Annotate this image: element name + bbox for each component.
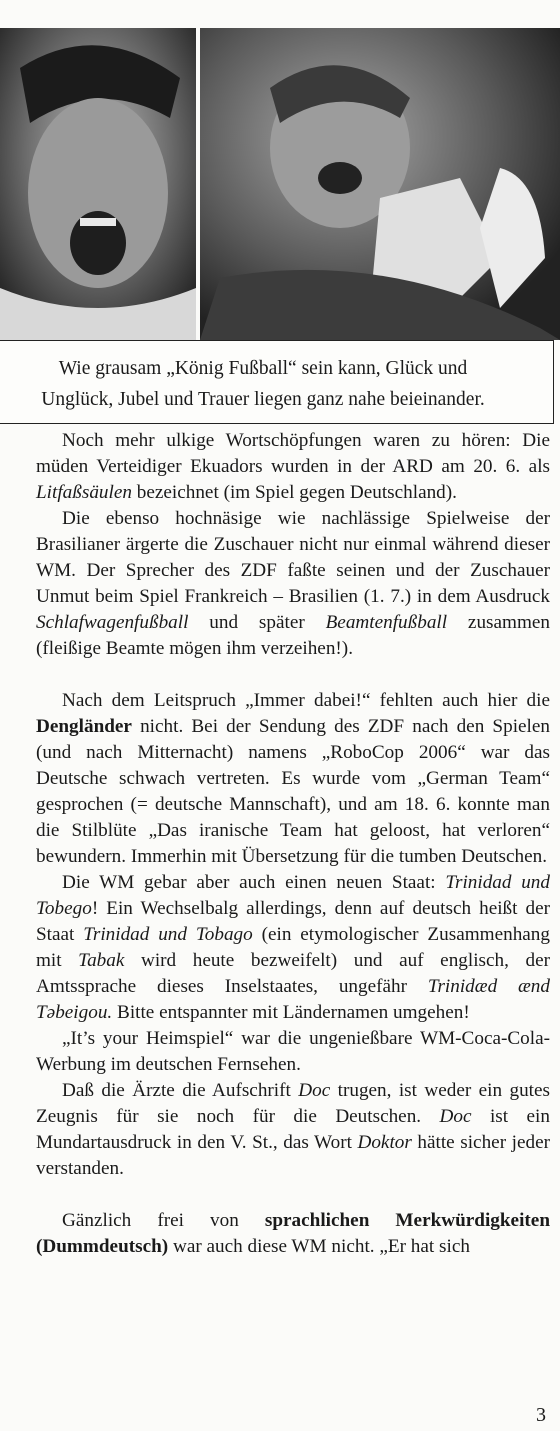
paragraph <box>36 1208 550 1260</box>
text-run: wird heute bezweifelt) und auf englisch, der Amtssprache dieses Inselstaates, ungefähr <box>36 950 550 997</box>
text-run: nicht. Bei der Sendung des ZDF nach den Spielen (und nach Mitternacht) namens „RoboCop 2006“ war das Deutsche schwach vertreten. Es wurde vom „German Team“ gesprochen (= deutsche Mannschaft), und am 18. 6. konnte man die Stilblüte „Das iranische Team hat geloost, hat verloren“ bewundern. Immerhin mit Übersetzung für die tumben Deutschen. <box>36 716 550 867</box>
text-run: trugen, ist weder ein gutes Zeugnis für sie noch für die Deutschen. <box>36 1080 550 1127</box>
text-run: (ein etymologischer Zusammenhang mit <box>36 924 550 971</box>
paragraph <box>36 428 550 506</box>
caption-line-2: Unglück, Jubel und Trauer liegen ganz nahe beieinander. <box>41 389 485 410</box>
caption-line-1: Wie grausam „König Fußball“ sein kann, Glück und <box>58 358 468 379</box>
text-run: hätte sicher jeder verstanden. <box>36 1132 550 1179</box>
text-run: Gänzlich frei von <box>62 1210 265 1231</box>
paragraph <box>36 688 550 870</box>
italic-term: Trinidad und Tobego <box>36 872 550 919</box>
italic-term: Trinidad und Tobago <box>83 924 253 945</box>
text-run: Nach dem Leitspruch „Immer dabei!“ fehlten auch hier die <box>62 690 550 711</box>
text-run: „It’s your Heimspiel“ war die ungenießbare WM-Coca-Cola-Werbung im deutschen Fernsehen. <box>36 1028 550 1075</box>
italic-term: Doc <box>298 1080 331 1101</box>
photo-shouting-player <box>0 28 196 340</box>
paragraph <box>36 1078 550 1182</box>
italic-term: Doktor <box>357 1132 412 1153</box>
text-run: ist ein Mundartausdruck in den V. St., das Wort <box>36 1106 550 1153</box>
paragraph <box>36 1026 550 1078</box>
text-run: und später <box>188 612 326 633</box>
text-run: Bitte entspannter mit Ländernamen umgehen! <box>112 1002 470 1023</box>
paragraph <box>36 870 550 1026</box>
text-run: ! Ein Wechselbalg allerdings, denn auf deutsch heißt der Staat <box>36 898 550 945</box>
bold-term: Dengländer <box>36 716 132 737</box>
text-run: zusammen (fleißige Beamte mögen ihm verzeihen!). <box>36 612 550 659</box>
body-text <box>36 428 550 1260</box>
photo-caption <box>0 353 533 415</box>
bold-term: sprachlichen Merkwürdigkeiten (Dummdeutsch) <box>36 1210 550 1257</box>
text-run: bezeichnet (im Spiel gegen Deutschland). <box>131 482 457 503</box>
italic-term: Schlafwagenfußball <box>36 612 189 633</box>
text-run: war auch diese WM nicht. „Er hat sich <box>168 1236 470 1257</box>
page-number: 3 <box>536 1404 546 1426</box>
italic-term: Trinidæd ænd Təbeigou. <box>36 976 550 1023</box>
text-run: Noch mehr ulkige Wortschöpfungen waren zu hören: Die müden Verteidiger Ekuadors wurden in der ARD am 20. 6. als <box>36 430 550 477</box>
italic-term: Litfaßsäulen <box>36 482 132 503</box>
italic-term: Doc <box>439 1106 472 1127</box>
photo-strip <box>0 28 560 340</box>
text-run: Die WM gebar aber auch einen neuen Staat: <box>62 872 446 893</box>
text-run: Die ebenso hochnäsige wie nachlässige Spielweise der Brasilianer ärgerte die Zuschauer nicht nur einmal während dieser WM. Der Sprecher des ZDF faßte seinen und der Zuschauer Unmut beim Spiel Frankreich – Brasilien (1. 7.) in dem Ausdruck <box>36 508 550 607</box>
paragraph <box>36 506 550 662</box>
caption-box <box>0 340 554 424</box>
italic-term: Beamtenfußball <box>325 612 448 633</box>
italic-term: Tabak <box>78 950 125 971</box>
photo-goalkeeper <box>200 28 560 340</box>
text-run: Daß die Ärzte die Aufschrift <box>62 1080 299 1101</box>
